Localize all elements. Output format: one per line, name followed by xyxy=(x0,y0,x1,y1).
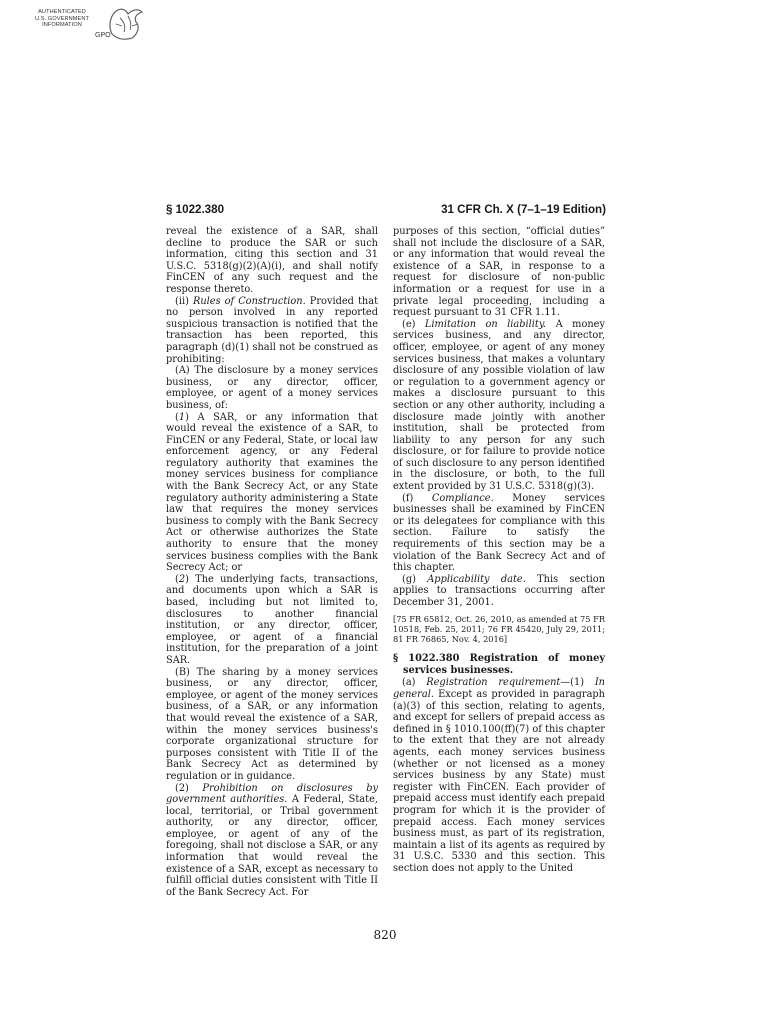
paragraph-lead: (a) xyxy=(402,677,427,689)
paragraph-heading: Prohibition on disclosures by government authorities. xyxy=(166,782,379,806)
paragraph xyxy=(393,493,605,574)
page-header xyxy=(166,203,606,219)
page-number: 820 xyxy=(373,928,397,942)
paragraph xyxy=(393,319,605,493)
paragraph-heading: In general. xyxy=(393,677,605,700)
paragraph xyxy=(166,783,378,899)
badge-line-3: INFORMATION xyxy=(42,22,82,29)
left-column xyxy=(166,226,378,898)
header-title: 31 CFR Ch. X (7–1–19 Edition) xyxy=(441,203,606,216)
paragraph: reveal the existence of a SAR, shall decline to produce the SAR or such information, citing this section and 31 U.S.C. 5318(g)(2)(A)(i), and shall notify FinCEN of any such request and the response thereto. xyxy=(166,226,378,295)
header-section: § 1022.380 xyxy=(166,203,225,216)
paragraph-heading: Limitation on liability. xyxy=(424,318,547,330)
paragraph-text: A Federal, State, local, territorial, or Tribal government authority, or any director, officer, employee, or agent of any of the foregoing, shall not disclose a SAR, or any information that would reveal the existence of a SAR, except as necessary to fulfill official duties consistent with Title II of the Bank Secrecy Act. For xyxy=(166,794,378,898)
paragraph: purposes of this section, “official duties” shall not include the disclosure of a SAR, or any information that would reveal the existence of a SAR, in response to a request for disclosure of non-public information or a request for use in a private legal proceeding, including a request pursuant to 31 CFR 1.11. xyxy=(393,226,605,319)
paragraph xyxy=(393,677,605,874)
paragraph-number: 1 xyxy=(178,411,186,423)
paragraph-lead: (e) xyxy=(402,318,425,330)
paragraph-text: A money services business, and any director, officer, employee, or agent of any money services business, that makes a voluntary disclosure of any possible violation of law or regulation to a government agency or makes a disclosure pursuant to this section or any other authority, including a disclosure made jointly with another institution, shall be protected from liability to any person for any such disclosure, or for failure to provide notice of such disclosure to any person identified in the disclosure, or both, to the full extent provided by 31 U.S.C. 5318(g)(3). xyxy=(393,318,605,493)
paragraph xyxy=(166,412,378,574)
section-title: Registration of money services businesses. xyxy=(403,653,606,676)
paragraph xyxy=(393,574,605,609)
paragraph-text: ) A SAR, or any information that would reveal the existence of a SAR, to FinCEN or any Federal, State, or local law enforcement agency, or any Federal regulatory authority that examines the money services business for compliance with the Bank Secrecy Act, or any State regulatory authority administering a State law that requires the money services business to comply with the Bank Secrecy Act or otherwise authorizes the State authority to ensure that the money services business complies with the Bank Secrecy Act; or xyxy=(166,411,378,574)
paragraph-heading: Rules of Construction. xyxy=(192,295,306,307)
paragraph xyxy=(166,296,378,366)
eagle-seal-icon xyxy=(106,4,146,44)
paragraph-text: This section applies to transactions occurring after December 31, 2001. xyxy=(393,573,606,608)
paragraph-lead: (2) xyxy=(175,782,203,794)
gpo-authentication-badge xyxy=(28,4,144,46)
paragraph-heading: Applicability date. xyxy=(427,573,526,585)
paragraph-lead: (g) xyxy=(402,573,428,585)
paragraph: (A) The disclosure by a money services business, or any director, officer, employee, or agent of a money services business, of: xyxy=(166,365,378,411)
badge-line-2: U.S. GOVERNMENT xyxy=(34,15,90,22)
paragraph-heading: Compliance. xyxy=(431,492,494,504)
paragraph-lead: (f) xyxy=(402,492,432,504)
paragraph-heading: Registration requirement xyxy=(426,677,561,689)
paragraph-text: ) The underlying facts, transactions, and documents upon which a SAR is based, including but not limited to, disclosures to another financial institution, or any director, officer, employee, or agent of a financial institution, for the preparation of a joint SAR. xyxy=(166,573,378,666)
paragraph: (B) The sharing by a money services business, or any director, officer, employee, or agent of the money services business, of a SAR, or any information that would reveal the existence of a SAR, within the money services business's corporate organizational structure for purposes consistent with Title II of the Bank Secrecy Act as determined by regulation or in guidance. xyxy=(166,666,378,782)
paragraph-text: Money services businesses shall be examined by FinCEN or its delegatees for compliance with this section. Failure to satisfy the requirements of this section may be a violation of the Bank Secrecy Act and of this chapter. xyxy=(393,492,605,574)
right-column xyxy=(393,226,605,874)
paragraph-text: Except as provided in paragraph (a)(3) of this section, relating to agents, and except for sellers of prepaid access as defined in § 1010.100(ff)(7) of this chapter to the extent that they are not already agents, each money services business (whether or not licensed as a money services business by any State) must register with FinCEN. Each provider of prepaid access must identify each prepaid program for which it is the provider of prepaid access. Each money services business must, as part of its registration, maintain a list of its agents as required by 31 U.S.C. 5330 and this section. This section does not apply to the United xyxy=(393,688,605,874)
badge-gpo: GPO xyxy=(95,32,111,39)
paragraph-lead: ( xyxy=(175,411,179,423)
badge-line-1: AUTHENTICATED xyxy=(38,9,86,15)
paragraph-lead: —(1) xyxy=(560,677,595,689)
badge-text xyxy=(28,9,96,29)
section-number: § 1022.380 xyxy=(393,653,460,665)
source-citation: [75 FR 65812, Oct. 26, 2010, as amended at 75 FR 10518, Feb. 25, 2011; 76 FR 45420, July 29, 2011; 81 FR 76865, Nov. 4, 2016] xyxy=(393,613,605,644)
paragraph-lead: (ii) xyxy=(175,295,193,307)
paragraph-text: Provided that no person involved in any reported suspicious transaction is notified that the transaction has been reported, this paragraph (d)(1) shall not be construed as prohibiting: xyxy=(166,295,379,365)
paragraph xyxy=(166,574,378,667)
section-heading xyxy=(393,653,605,676)
paragraph-lead: ( xyxy=(175,573,179,585)
paragraph-number: 2 xyxy=(178,573,186,585)
